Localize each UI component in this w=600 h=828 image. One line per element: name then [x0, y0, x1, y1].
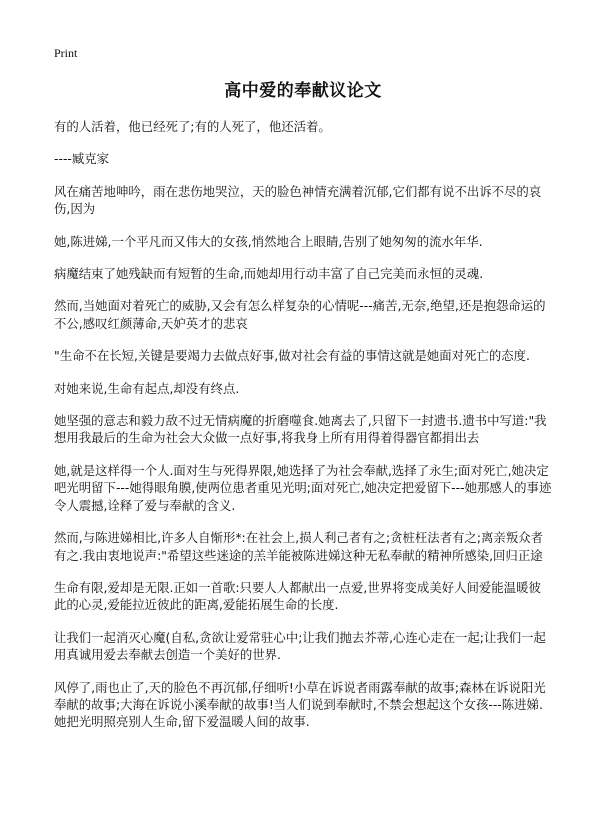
paragraph: 她,就是这样得一个人.面对生与死得界限,她选择了为社会奉献,选择了永生;面对死亡,她决定吧光明留下---她得眼角膜,使两位患者重见光明;面对死亡,她决定把爱留下---她那感人的事迹令人震撼,诠释了爱与奉献的含义. — [54, 462, 552, 513]
paragraph: 对她来说,生命有起点,却没有终点. — [54, 380, 240, 396]
paragraph: 生命有限,爱却是无限.正如一首歌:只要人人都献出一点爱,世界将变成美好人间爱能温暖彼此的心灵,爱能拉近彼此的距离,爱能拓展生命的长度. — [54, 579, 541, 613]
paragraph: 然而,与陈进娣相比,许多人自惭形*:在社会上,损人利己者有之;贪桩枉法者有之;离亲叛众者有之.我由衷地说声:"希望这些迷途的羔羊能被陈进娣这种无私奉献的精神所感染,回归正途 — [54, 530, 543, 563]
print-label: Print — [54, 46, 78, 60]
paragraph-epigraph: 有的人活着，他已经死了;有的人死了，他还活着。 — [54, 119, 331, 134]
paragraph: 病魔结束了她残缺而有短暂的生命,而她却用行动丰富了自己完美而永恒的灵魂. — [54, 266, 484, 282]
paragraph: 风停了,雨也止了,天的脸色不再沉郁,仔细听!小草在诉说者雨露奉献的故事;森林在诉说阳光奉献的故事;大海在诉说小溪奉献的故事!当人们说到奉献时,不禁会想起这个女孩---陈进娣.她把光明照亮别人生命,留下爱温暖人间的故事. — [54, 679, 546, 730]
paragraph: "生命不在长短,关键是要竭力去做点好事,做对社会有益的事情这就是她面对死亡的态度. — [54, 348, 530, 364]
paragraph: 让我们一起消灭心魔(自私,贪欲让爱常驻心中;让我们抛去芥蒂,心连心走在一起;让我们一起用真诚用爱去奉献去创造一个美好的世界. — [54, 629, 546, 663]
paragraph: 风在痛苦地呻吟，雨在悲伤地哭泣，天的脸色神情充满着沉郁,它们都有说不出诉不尽的哀伤,因为 — [54, 183, 542, 217]
paragraph: 然而,当她面对着死亡的威胁,又会有怎么样复杂的心情呢---痛苦,无奈,绝望,还是抱怨命运的不公,感叹红颜薄命,天妒英才的悲哀 — [54, 298, 546, 331]
paragraph-epigraph-author: ----臧克家 — [54, 151, 110, 167]
paragraph: 她坚强的意志和毅力敌不过无情病魔的折磨噬食.她离去了,只留下一封遗书.遗书中写道:"我想用我最后的生命为社会大众做一点好事,将我身上所有用得着得器官都捐出去 — [54, 413, 547, 446]
document-title: 高中爱的奉献议论文 — [224, 81, 382, 101]
paragraph: 她,陈进娣,一个平凡而又伟大的女孩,悄然地合上眼睛,告别了她匆匆的流水年华. — [54, 233, 483, 249]
